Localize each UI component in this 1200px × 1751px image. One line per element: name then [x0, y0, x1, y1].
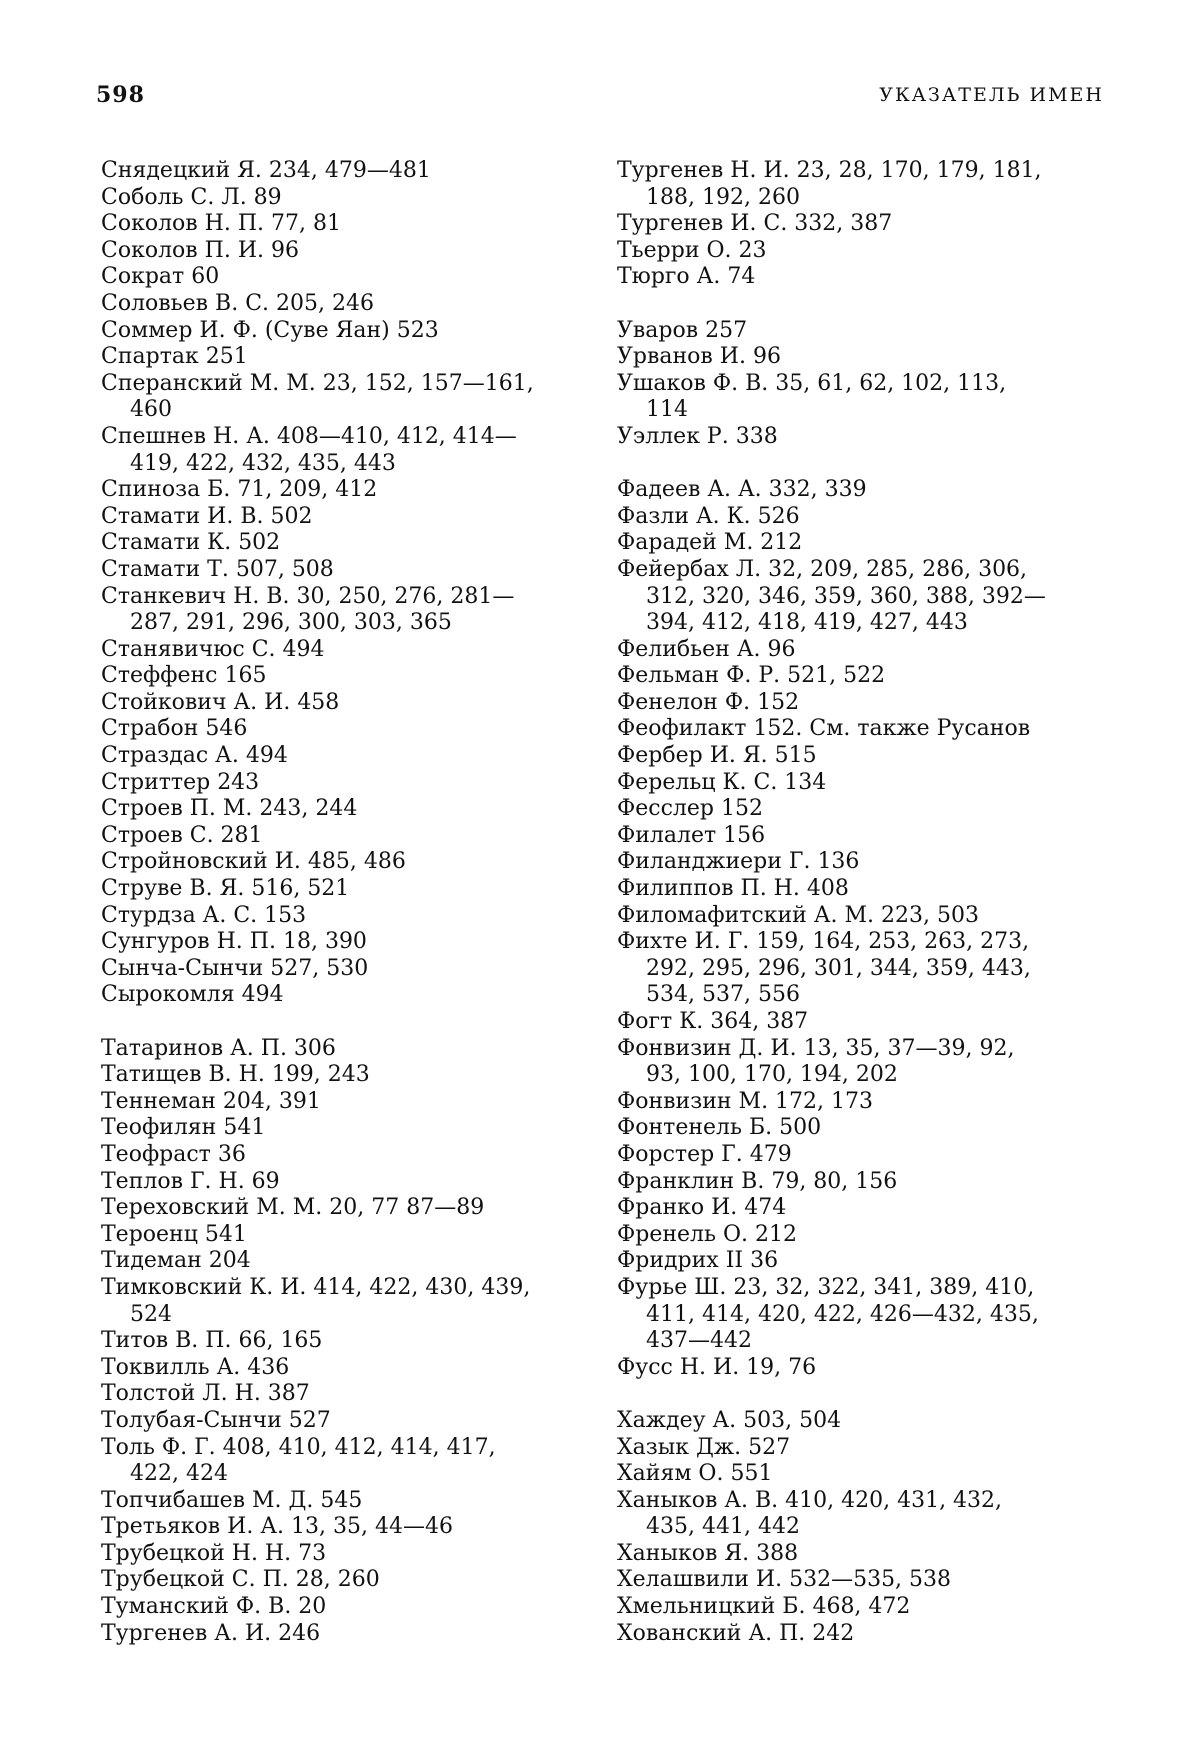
index-entry: Стамати И. В. 502	[101, 503, 313, 529]
index-entry: Туманский Ф. В. 20	[101, 1594, 327, 1620]
index-entry: Тереховский М. М. 20, 77 87—89	[101, 1195, 485, 1221]
index-entry: Стеффенс 165	[101, 663, 267, 689]
index-entry: Фусс Н. И. 19, 76	[617, 1354, 817, 1380]
index-entry: Тургенев Н. И. 23, 28, 170, 179, 181, 188, 192, 260	[617, 158, 1042, 210]
index-entry: Филанджиери Г. 136	[617, 849, 860, 875]
index-column-right	[617, 158, 1099, 1647]
index-entry: Ферельц К. С. 134	[617, 769, 827, 795]
index-entry: Фихте И. Г. 159, 164, 253, 263, 273, 292, 295, 296, 301, 344, 359, 443, 534, 537, 556	[617, 929, 1031, 1008]
index-entry: Филиппов П. Н. 408	[617, 876, 849, 902]
index-entry: Тюрго А. 74	[617, 264, 756, 290]
index-entry: Соболь С. Л. 89	[101, 184, 282, 210]
index-entry: Трубецкой С. П. 28, 260	[101, 1567, 380, 1593]
index-entry: Фадеев А. А. 332, 339	[617, 477, 867, 503]
index-entry: Снядецкий Я. 234, 479—481	[101, 158, 431, 183]
letter-group-gap	[617, 291, 1099, 318]
index-entry: Строев С. 281	[101, 822, 263, 848]
running-head: УКАЗАТЕЛЬ ИМЕН	[879, 84, 1104, 106]
index-entry: Трубецкой Н. Н. 73	[101, 1540, 327, 1566]
index-entry: Фонвизин М. 172, 173	[617, 1088, 874, 1114]
index-entry: Фогт К. 364, 387	[617, 1009, 809, 1034]
index-entry: Теофилян 541	[101, 1115, 266, 1141]
index-entry: Фурье Ш. 23, 32, 322, 341, 389, 410, 411, 414, 420, 422, 426—432, 435, 437—442	[617, 1274, 1039, 1354]
index-entry: Франко И. 474	[617, 1195, 787, 1221]
index-entry: Соколов Н. П. 77, 81	[101, 211, 341, 237]
index-entry: Спешнев Н. А. 408—410, 412, 414— 419, 422, 432, 435, 443	[101, 423, 517, 476]
index-entry: Соловьев В. С. 205, 246	[101, 290, 375, 316]
index-entry: Хаждеу А. 503, 504	[617, 1407, 842, 1433]
index-entry: Урванов И. 96	[617, 344, 781, 370]
index-entry: Фонвизин Д. И. 13, 35, 37—39, 92, 93, 100, 170, 194, 202	[617, 1035, 1015, 1088]
index-entry: Стойкович А. И. 458	[101, 689, 340, 715]
index-entry: Фонтенель Б. 500	[617, 1115, 822, 1141]
index-entry: Стриттер 243	[101, 769, 260, 795]
index-entry: Соммер И. Ф. (Суве Яан) 523	[101, 317, 439, 343]
index-entry: Стамати Т. 507, 508	[101, 556, 334, 582]
index-entry: Хмельницкий Б. 468, 472	[617, 1594, 911, 1620]
letter-group-gap	[617, 1381, 1099, 1408]
index-entry: Форстер Г. 479	[617, 1141, 792, 1167]
index-entry: Теофраст 36	[101, 1141, 246, 1167]
index-entry: Уваров 257	[617, 317, 748, 343]
index-entry: Фербер И. Я. 515	[617, 743, 817, 769]
index-entry: Топчибашев М. Д. 545	[101, 1487, 363, 1513]
index-entry: Строев П. М. 243, 244	[101, 796, 358, 822]
index-entry: Фельман Ф. Р. 521, 522	[617, 663, 886, 689]
index-entry: Фейербах Л. 32, 209, 285, 286, 306, 312, 320, 346, 359, 360, 388, 392— 394, 412, 418, 419, 427, 443	[617, 556, 1046, 636]
index-entry: Фелибьен А. 96	[617, 636, 796, 662]
index-entry: Толстой Л. Н. 387	[101, 1381, 310, 1407]
index-entry: Страздас А. 494	[101, 743, 288, 769]
index-entry: Фесслер 152	[617, 796, 763, 822]
index-entry: Тимковский К. И. 414, 422, 430, 439, 524	[101, 1274, 531, 1327]
letter-group-gap	[617, 451, 1099, 478]
index-entry: Франклин В. 79, 80, 156	[617, 1168, 898, 1194]
index-entry: Сократ 60	[101, 264, 220, 290]
index-entry: Фридрих II 36	[617, 1248, 779, 1274]
index-entry: Хайям О. 551	[617, 1461, 773, 1487]
index-entry: Тидеман 204	[101, 1248, 251, 1274]
index-entry: Токвилль А. 436	[101, 1354, 290, 1380]
index-entry: Филомафитский А. М. 223, 503	[617, 902, 979, 928]
index-entry: Соколов П. И. 96	[101, 237, 300, 263]
index-entry: Сунгуров Н. П. 18, 390	[101, 929, 367, 955]
index-entry: Сынча-Сынчи 527, 530	[101, 955, 369, 981]
index-entry: Сырокомля 494	[101, 982, 284, 1008]
index-entry: Фазли А. К. 526	[617, 503, 800, 529]
index-entry: Титов В. П. 66, 165	[101, 1328, 323, 1354]
index-entry: Татищев В. Н. 199, 243	[101, 1062, 370, 1088]
index-entry: Ханыков А. В. 410, 420, 431, 432, 435, 441, 442	[617, 1487, 1003, 1540]
index-entry: Стройновский И. 485, 486	[101, 849, 406, 875]
index-entry: Сперанский М. М. 23, 152, 157—161, 460	[101, 370, 534, 423]
index-entry: Толубая-Сынчи 527	[101, 1407, 331, 1433]
index-entry: Толь Ф. Г. 408, 410, 412, 414, 417, 422, 424	[101, 1434, 496, 1487]
index-entry: Хелашвили И. 532—535, 538	[617, 1567, 952, 1593]
index-entry: Фарадей М. 212	[617, 530, 803, 556]
index-entry: Феофилакт 152. См. также Русанов	[617, 716, 1031, 742]
index-entry: Френель О. 212	[617, 1221, 798, 1247]
index-entry: Татаринов А. П. 306	[101, 1035, 336, 1061]
index-entry: Тьерри О. 23	[617, 237, 767, 263]
index-entry: Тургенев А. И. 246	[101, 1620, 321, 1646]
index-entry: Ушаков Ф. В. 35, 61, 62, 102, 113, 114	[617, 370, 1007, 423]
index-entry: Стамати К. 502	[101, 530, 281, 556]
index-entry: Хазык Дж. 527	[617, 1434, 791, 1460]
index-entry: Филалет 156	[617, 822, 766, 848]
index-entry: Фенелон Ф. 152	[617, 689, 800, 715]
index-entry: Ханыков Я. 388	[617, 1540, 799, 1566]
index-entry: Страбон 546	[101, 716, 248, 742]
page-number: 598	[96, 82, 145, 108]
index-entry: Станявичюс С. 494	[101, 636, 325, 662]
index-entry: Хованский А. П. 242	[617, 1620, 855, 1646]
index-entry: Станкевич Н. В. 30, 250, 276, 281— 287, 291, 296, 300, 303, 365	[101, 583, 515, 636]
index-entry: Тургенев И. С. 332, 387	[617, 211, 893, 237]
letter-group-gap	[101, 1009, 583, 1036]
index-column-left	[101, 158, 583, 1647]
index-entry: Стурдза А. С. 153	[101, 902, 307, 928]
index-entry: Третьяков И. А. 13, 35, 44—46	[101, 1514, 453, 1540]
index-entry: Спартак 251	[101, 344, 248, 370]
index-entry: Струве В. Я. 516, 521	[101, 876, 350, 902]
index-entry: Спиноза Б. 71, 209, 412	[101, 477, 378, 503]
index-entry: Теплов Г. Н. 69	[101, 1168, 280, 1194]
index-entry: Тероенц 541	[101, 1221, 247, 1247]
index-entry: Теннеман 204, 391	[101, 1088, 321, 1114]
index-entry: Уэллек Р. 338	[617, 423, 778, 449]
